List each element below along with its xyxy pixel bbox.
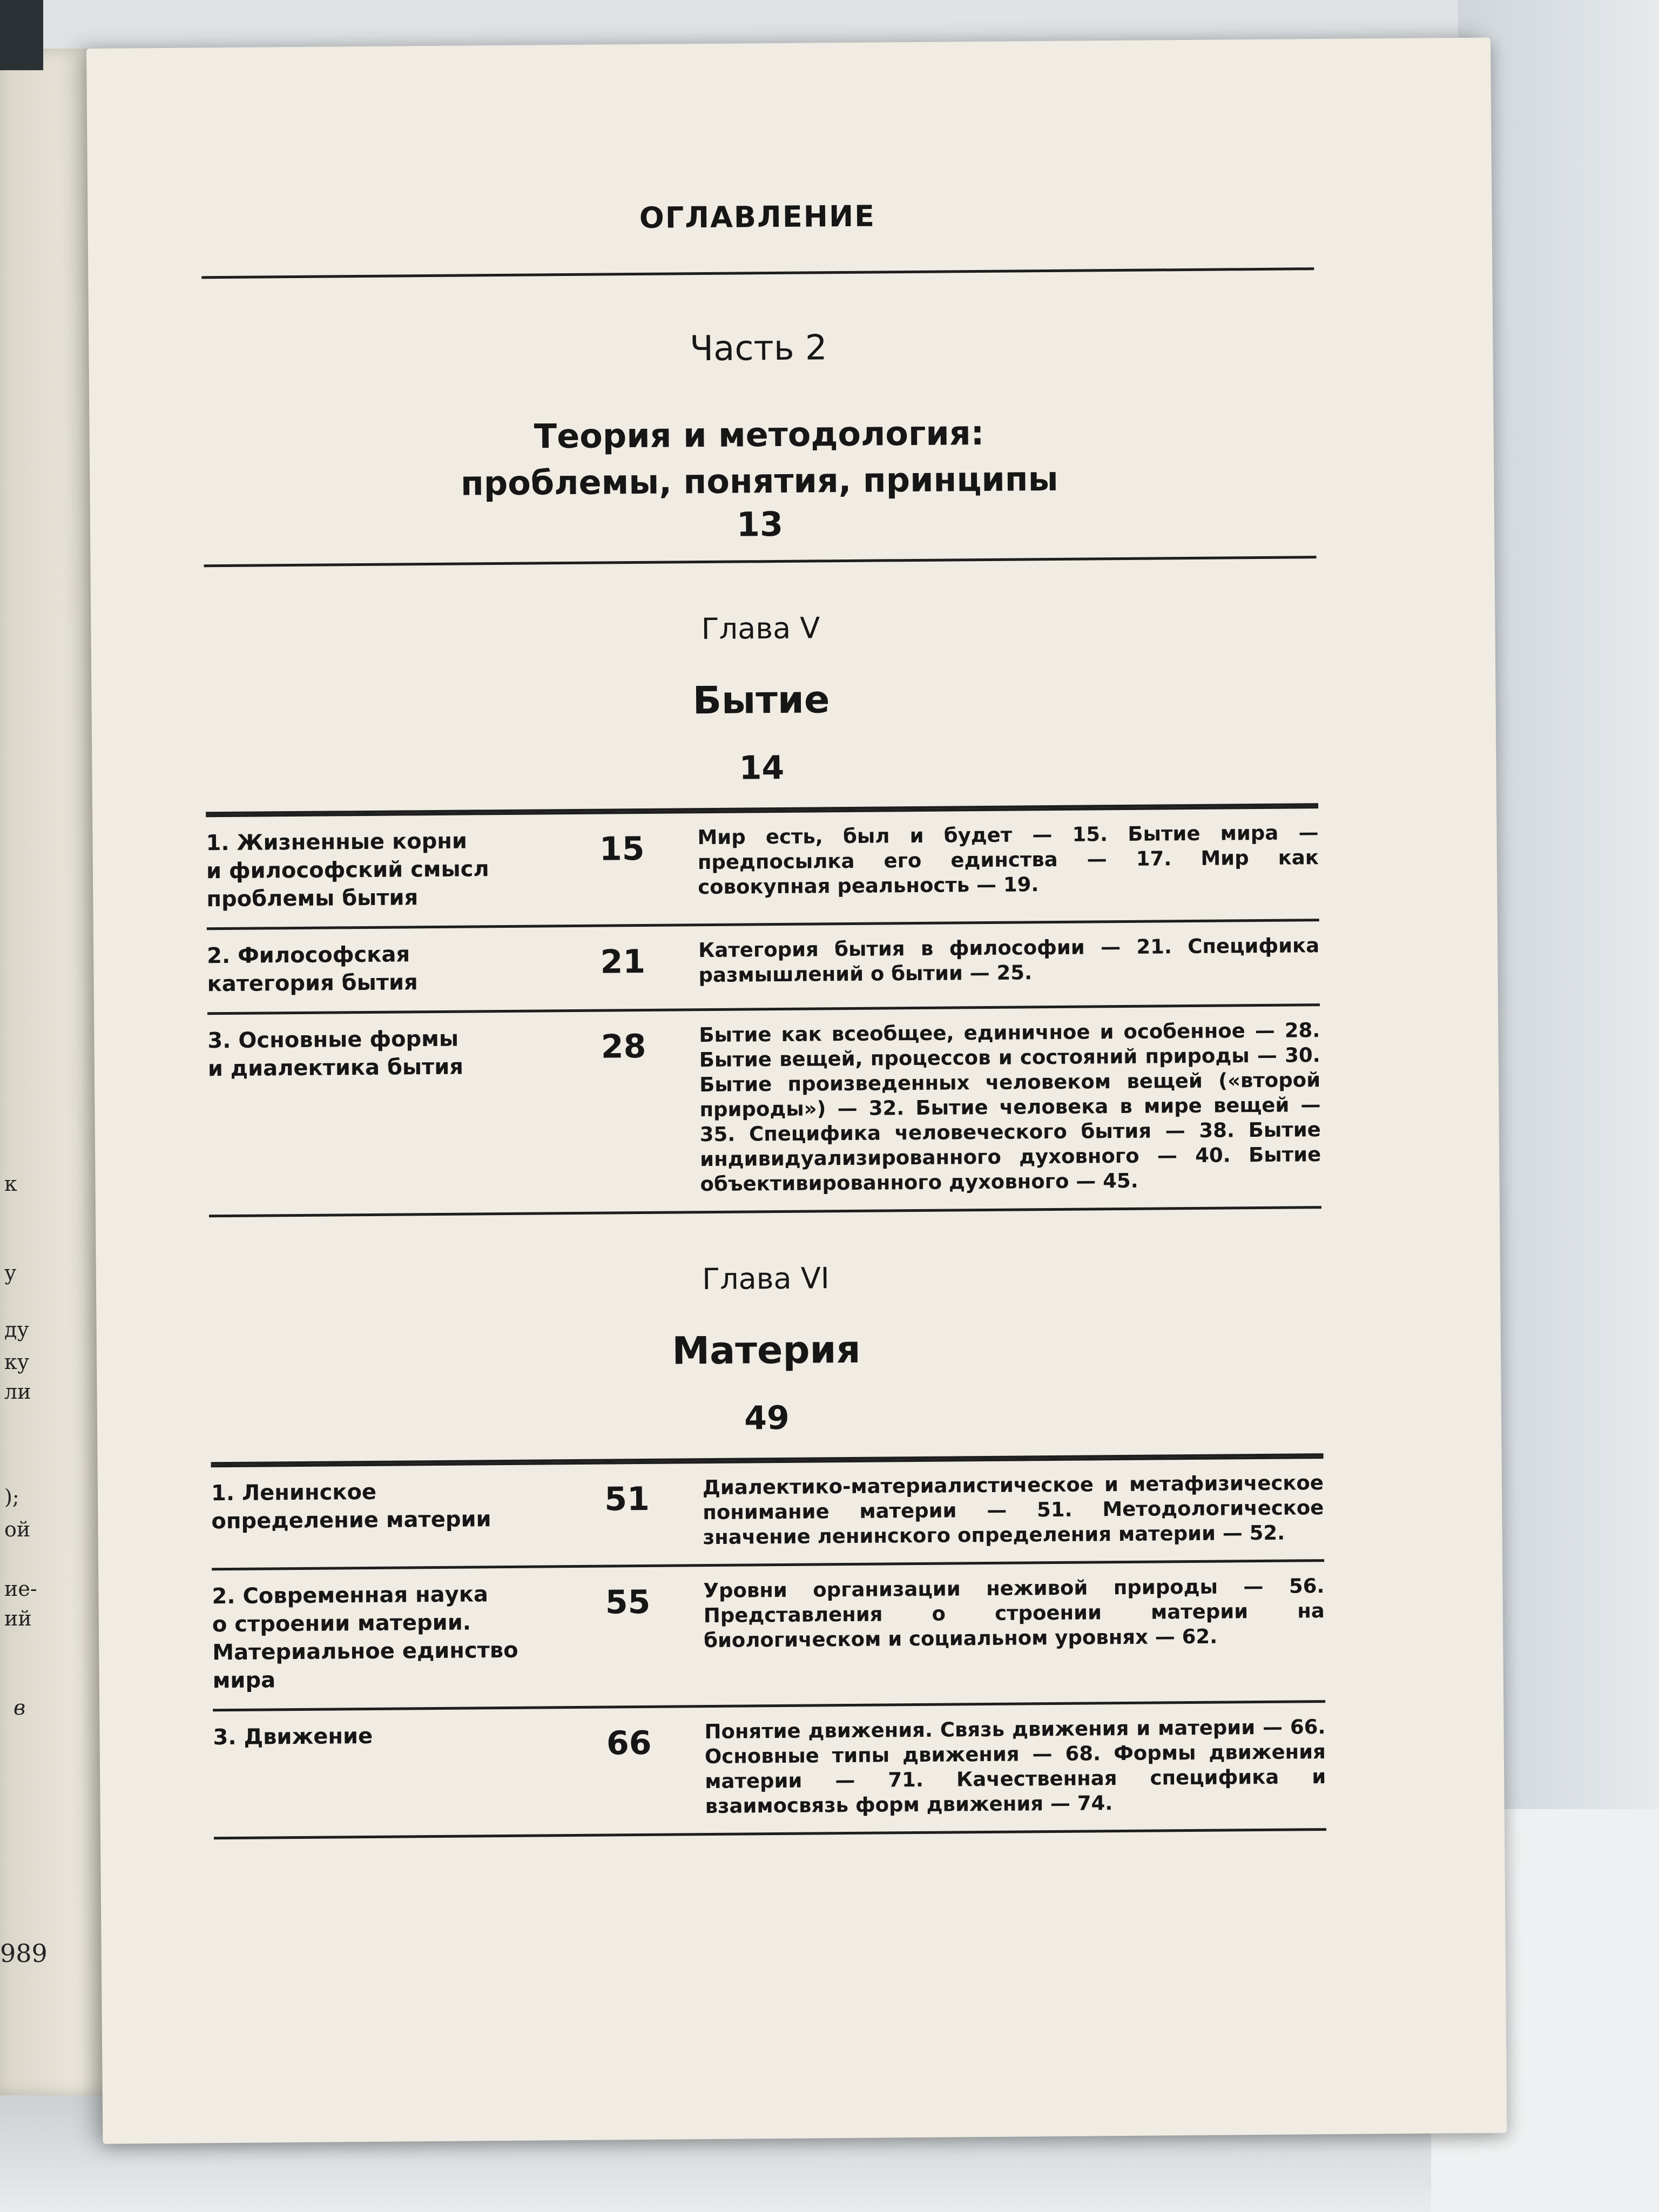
left-page-fragment: в xyxy=(14,1696,26,1719)
chapter-page-number: 49 xyxy=(744,1399,790,1438)
chapter-title: Материя xyxy=(672,1327,861,1373)
chapter-title: Бытие xyxy=(692,677,830,723)
section-description: Уровни организации неживой природы — 56. Представления о строении материи на биологическом и социальном уровнях — 62. xyxy=(703,1574,1325,1653)
section-description: Бытие как всеобщее, единичное и особенное — 28. Бытие вещей, процессов и состояний природы — 30. Бытие произведенных человеком вещей («второй природы») — 32. Бытие человека в мире вещей — 35. Специфика человеческого бытия — 38. Бытие индивидуализированного духовного — 40. Бытие объективированного духовного — 45. xyxy=(699,1019,1321,1196)
section-description: Мир есть, был и будет — 15. Бытие мира — предпосылка его единства — 17. Мир как совокупная реальность — 19. xyxy=(697,821,1319,899)
section-list xyxy=(206,803,1321,1217)
section-page-number: 15 xyxy=(599,830,645,868)
left-page-fragment: ие- xyxy=(4,1577,37,1601)
left-page-fragment: ду xyxy=(4,1318,29,1341)
left-page-fragment: ); xyxy=(4,1485,19,1509)
left-page-fragment: ку xyxy=(4,1350,30,1374)
part-page-number: 13 xyxy=(736,504,784,544)
part-title-line1: Теория и методология: xyxy=(534,413,984,456)
toc-section-row xyxy=(212,1562,1325,1711)
section-page-number: 55 xyxy=(605,1583,651,1622)
section-title: 3. Движение xyxy=(213,1723,373,1750)
chapter-label: Глава VI xyxy=(702,1261,830,1297)
toc-section-row xyxy=(207,1006,1321,1217)
section-list xyxy=(211,1453,1326,1839)
section-title: 1. Ленинское определение материи xyxy=(211,1479,491,1534)
section-title: 1. Жизненные корни и философский смысл проблемы бытия xyxy=(206,828,489,912)
divider xyxy=(201,267,1314,279)
section-title: 3. Основные формы и диалектика бытия xyxy=(207,1026,464,1082)
left-page-fragment: ой xyxy=(4,1518,31,1541)
book-cover-corner xyxy=(0,0,43,70)
divider xyxy=(204,556,1317,567)
section-description: Категория бытия в философии — 21. Специфика размышлений о бытии — 25. xyxy=(698,934,1320,987)
chapter-label: Глава V xyxy=(701,611,820,646)
section-page-number: 28 xyxy=(601,1027,646,1066)
left-page-fragment: к xyxy=(4,1172,17,1196)
section-page-number: 66 xyxy=(606,1724,652,1763)
toc-section-row xyxy=(213,1703,1326,1839)
section-description: Понятие движения. Связь движения и материи — 66. Основные типы движения — 68. Формы движения материи — 71. Качественная специфика и взаимосвязь форм движения — 74. xyxy=(704,1715,1326,1818)
toc-section-row xyxy=(211,1456,1324,1570)
left-page-fragment: 989 xyxy=(0,1939,48,1968)
part-label: Часть 2 xyxy=(689,328,827,369)
section-page-number: 21 xyxy=(600,942,646,981)
chapter-page-number: 14 xyxy=(739,748,785,787)
left-page-fragment: ли xyxy=(4,1380,31,1404)
section-title: 2. Философская категория бытия xyxy=(207,942,418,997)
toc-content xyxy=(201,195,1326,1839)
section-page-number: 51 xyxy=(604,1480,650,1519)
toc-section-row xyxy=(207,921,1320,1015)
book-page xyxy=(86,38,1507,2144)
left-page-fragment: у xyxy=(4,1261,17,1285)
section-description: Диалектико-материалистическое и метафизическое понимание материи — 51. Методологическое значение ленинского определения материи — 52. xyxy=(702,1471,1324,1549)
left-page-fragment: ий xyxy=(4,1607,32,1630)
section-title: 2. Современная наука о строении материи. Материальное единство мира xyxy=(212,1582,518,1694)
toc-heading: ОГЛАВЛЕНИЕ xyxy=(639,199,876,235)
toc-section-row xyxy=(206,806,1319,930)
part-title-line2: проблемы, понятия, принципы xyxy=(460,458,1058,503)
